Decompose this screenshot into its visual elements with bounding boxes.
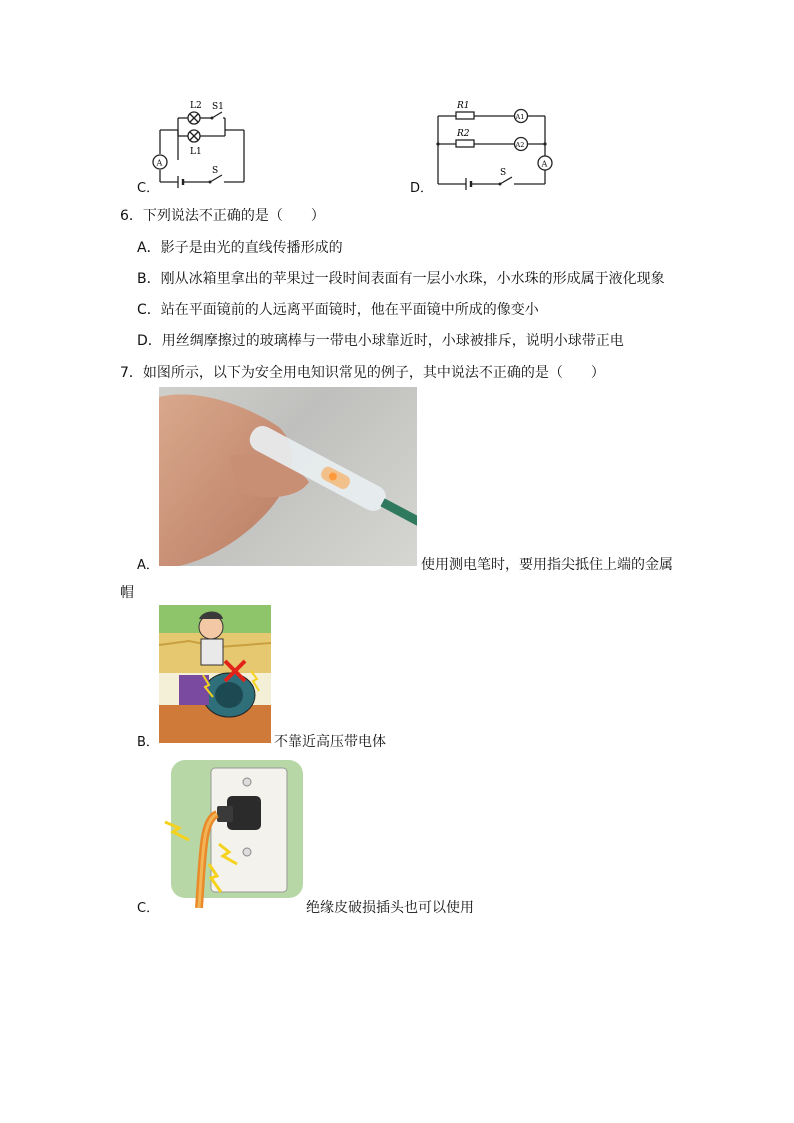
resistor-r2-label: R2 <box>457 129 470 139</box>
switch-s1-label: S1 <box>212 102 224 112</box>
circuit-diagram-c <box>150 96 250 188</box>
ammeter-label: A <box>156 158 163 168</box>
q7-stem: 7．如图所示，以下为安全用电知识常见的例子，其中说法不正确的是（ ） <box>120 365 605 381</box>
lamp-l1-label: L1 <box>190 147 202 157</box>
q5-option-d-letter: D． <box>410 181 434 196</box>
q6-option-c: C．站在平面镜前的人远离平面镜时，他在平面镜中所成的像变小 <box>137 302 539 318</box>
q6-stem: 6．下列说法不正确的是（ ） <box>120 208 325 224</box>
q6-option-a: A．影子是由光的直线传播形成的 <box>137 240 343 256</box>
ammeter-a2-label: A2 <box>515 141 525 149</box>
q7-option-b-text: 不靠近高压带电体 <box>274 734 386 750</box>
q7-option-a-letter: A． <box>137 558 159 573</box>
q7-option-a-text-cont: 帽 <box>120 585 134 601</box>
switch-s-label: S <box>500 168 507 178</box>
resistor-r1-label: R1 <box>457 101 470 111</box>
q7-option-b-letter: B． <box>137 735 159 750</box>
ammeter-a1-label: A1 <box>515 113 525 121</box>
circuit-diagram-d <box>430 98 555 190</box>
ammeter-main-label: A <box>541 159 548 169</box>
test-pen-photo <box>159 387 417 566</box>
switch-s-label: S <box>212 166 219 176</box>
q5-option-c-letter: C． <box>137 181 160 196</box>
damaged-plug-cartoon <box>159 760 303 908</box>
q6-option-d: D．用丝绸摩擦过的玻璃棒与一带电小球靠近时，小球被排斥，说明小球带正电 <box>137 333 624 349</box>
q6-option-b: B．刚从冰箱里拿出的苹果过一段时间表面有一层小水珠，小水珠的形成属于液化现象 <box>137 271 665 287</box>
lamp-l2-label: L2 <box>190 101 202 111</box>
q7-option-c-letter: C． <box>137 901 160 916</box>
high-voltage-cartoon <box>159 605 271 743</box>
q7-option-c-text: 绝缘皮破损插头也可以使用 <box>306 900 474 916</box>
q7-option-a-text: 使用测电笔时，要用指尖抵住上端的金属 <box>421 557 673 573</box>
